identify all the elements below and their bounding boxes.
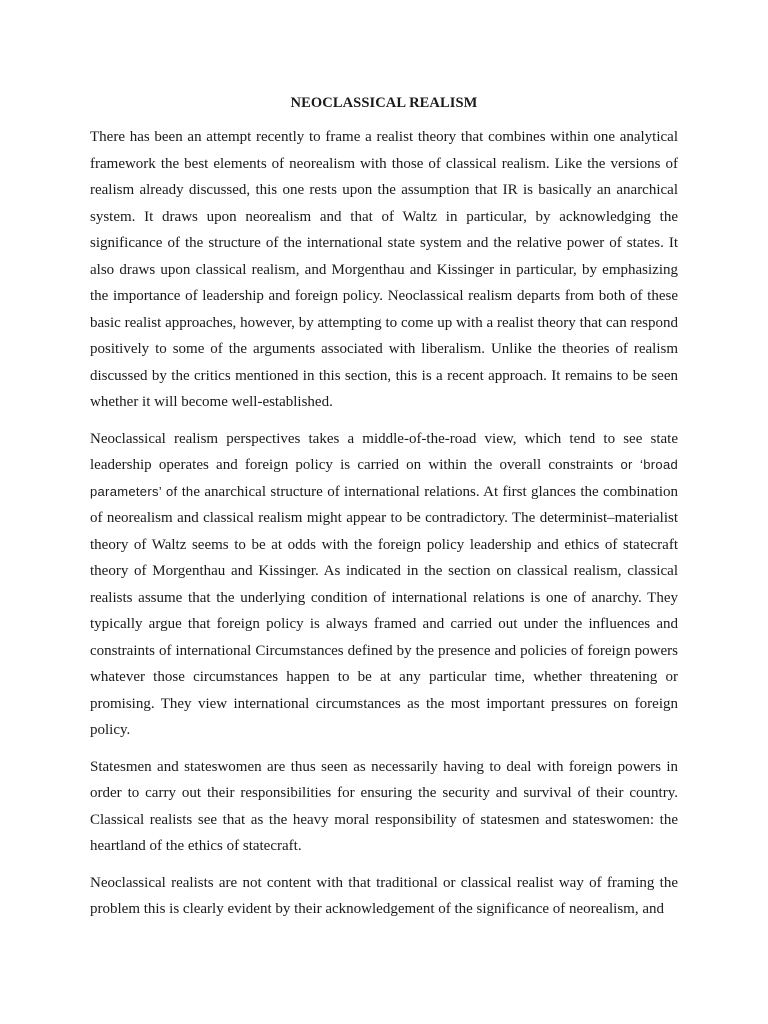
paragraph-2-text-b: or ‘broad parameters’ of th	[90, 457, 678, 499]
paragraph-1: There has been an attempt recently to frame a realist theory that combines within one analytical framework the best elements of neorealism with those of classical realism. Like the versions of realism already discussed, this one rests upon the assumption that IR is basically an anarchical system. It draws upon neorealism and that of Waltz in particular, by acknowledging the significance of the structure of the international state system and the relative power of states. It also draws upon classical realism, and Morgenthau and Kissinger in particular, by emphasizing the importance of leadership and foreign policy. Neoclassical realism departs from both of these basic realist approaches, however, by attempting to come up with a realist theory that can respond positively to some of the arguments associated with liberalism. Unlike the theories of realism discussed by the critics mentioned in this section, this is a recent approach. It remains to be seen whether it will become well-established.	[90, 129, 678, 410]
paragraph-2	[90, 426, 678, 744]
paragraph-4: Neoclassical realists are not content with that traditional or classical realist way of framing the problem this is clearly evident by their acknowledgement of the significance of neorealism, and	[90, 874, 678, 917]
paragraph-2-text-c: e anarchical structure of international relations. At first glances the combination of neorealism and classical realism might appear to be contradictory. The determinist–materialist theory of Waltz seems to be at odds with the foreign policy leadership and ethics of statecraft theory of Morgenthau and Kissinger. As indicated in the section on classical realism, classical realists assume that the underlying condition of international relations is one of anarchy. They typically argue that foreign policy is always framed and carried out under the influences and constraints of international Circumstances defined by the presence and policies of foreign powers whatever those circumstances happen to be at any particular time, whether threatening or promising. They view international circumstances as the most important pressures on foreign policy.	[90, 483, 678, 738]
paragraph-3: Statesmen and stateswomen are thus seen as necessarily having to deal with foreign powers in order to carry out their responsibilities for ensuring the security and survival of their country. Classical realists see that as the heavy moral responsibility of statesmen and stateswomen: the heartland of the ethics of statecraft.	[90, 758, 678, 854]
document-body	[90, 124, 678, 933]
paragraph-2-text-a: Neoclassical realism perspectives takes a middle-of-the-road view, which tend to see state leadership operates and foreign policy is carried on within the overall constraints	[90, 430, 678, 473]
page-title: NEOCLASSICAL REALISM	[290, 95, 478, 111]
